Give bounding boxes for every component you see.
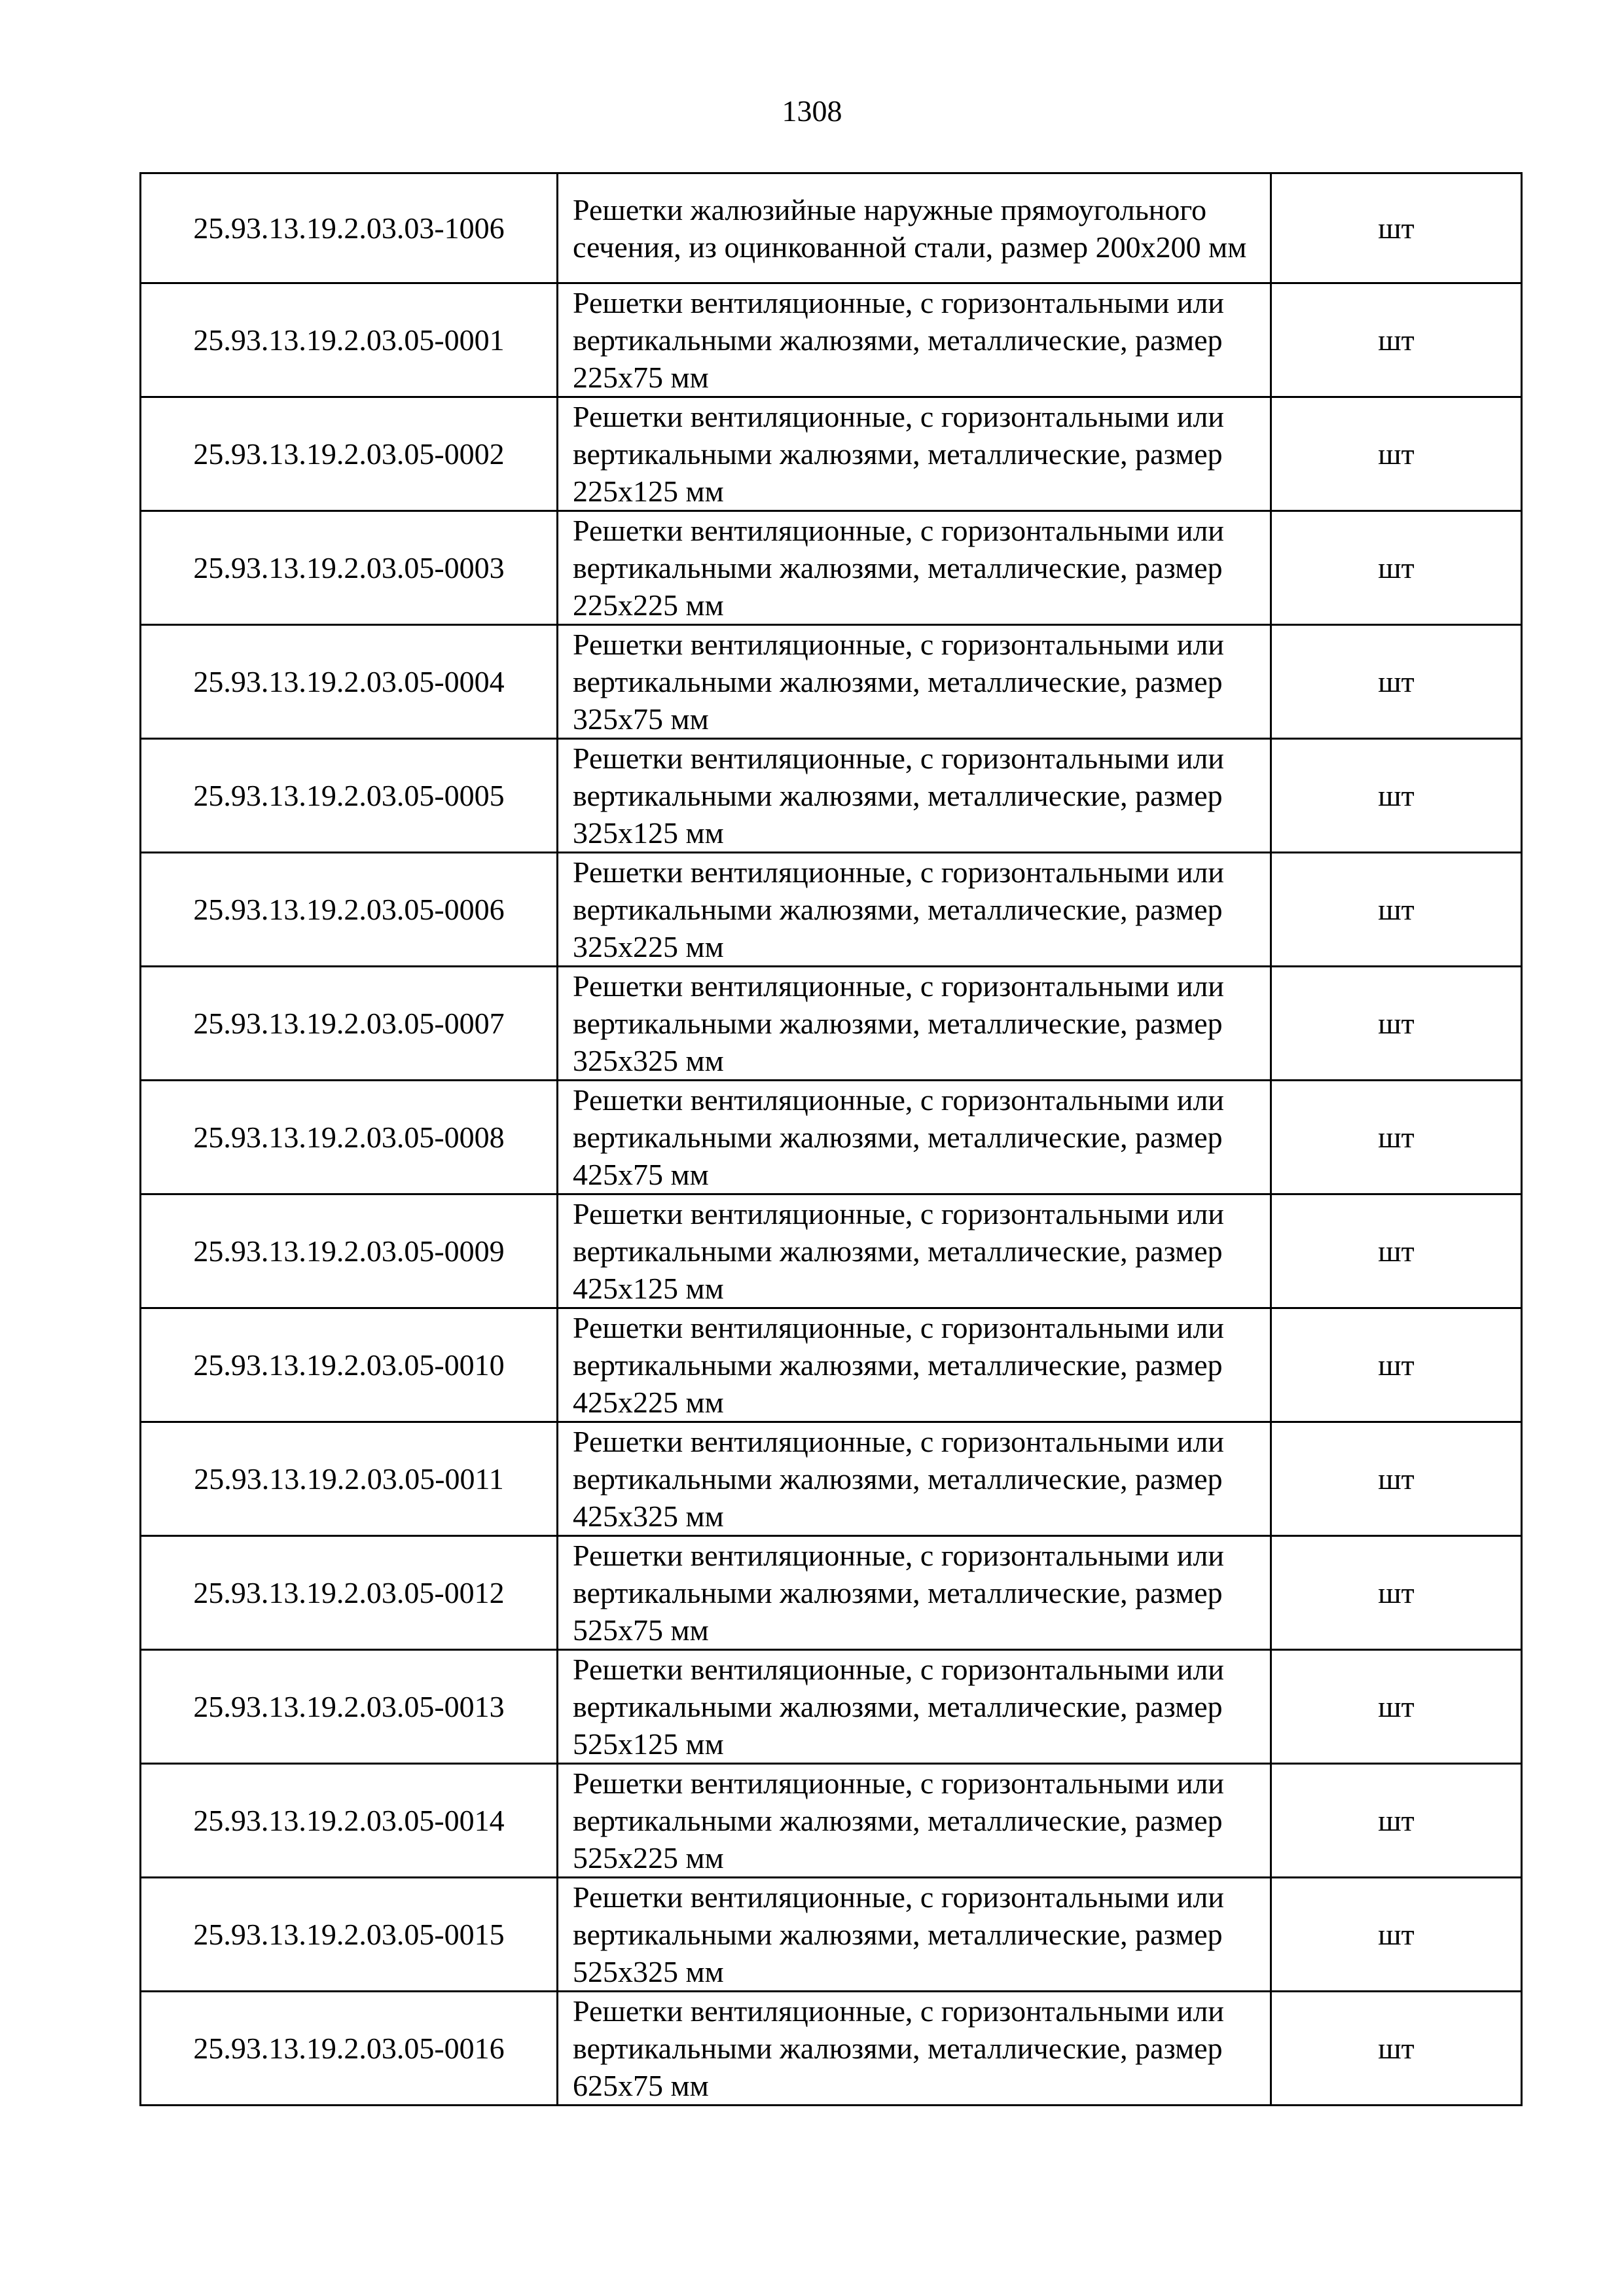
resource-description-cell: Решетки вентиляционные, с горизонтальными или вертикальными жалюзями, металлические, размер 325х125 мм [558,739,1271,853]
resource-description-cell: Решетки вентиляционные, с горизонтальными или вертикальными жалюзями, металлические, размер 225х75 мм [558,283,1271,397]
table-row [141,283,1522,397]
resource-description-cell: Решетки вентиляционные, с горизонтальными или вертикальными жалюзями, металлические, размер 425х325 мм [558,1422,1271,1536]
resource-code-cell: 25.93.13.19.2.03.05-0013 [141,1650,558,1764]
resource-code-cell: 25.93.13.19.2.03.03-1006 [141,173,558,283]
resource-code-cell: 25.93.13.19.2.03.05-0016 [141,1992,558,2106]
table-row [141,1422,1522,1536]
resource-description-cell: Решетки вентиляционные, с горизонтальными или вертикальными жалюзями, металлические, размер 325х325 мм [558,967,1271,1081]
resource-description-cell: Решетки вентиляционные, с горизонтальными или вертикальными жалюзями, металлические, размер 525х75 мм [558,1536,1271,1650]
table-row [141,1650,1522,1764]
resource-description-cell: Решетки вентиляционные, с горизонтальными или вертикальными жалюзями, металлические, размер 525х325 мм [558,1878,1271,1992]
unit-cell: шт [1271,1992,1522,2106]
resource-description-cell: Решетки жалюзийные наружные прямоугольного сечения, из оцинкованной стали, размер 200х200 мм [558,173,1271,283]
resource-description-cell: Решетки вентиляционные, с горизонтальными или вертикальными жалюзями, металлические, размер 225х125 мм [558,397,1271,511]
table-row [141,853,1522,967]
unit-cell: шт [1271,967,1522,1081]
unit-cell: шт [1271,1194,1522,1308]
unit-cell: шт [1271,739,1522,853]
resource-code-cell: 25.93.13.19.2.03.05-0012 [141,1536,558,1650]
unit-cell: шт [1271,1650,1522,1764]
resource-code-cell: 25.93.13.19.2.03.05-0015 [141,1878,558,1992]
resource-description-cell: Решетки вентиляционные, с горизонтальными или вертикальными жалюзями, металлические, размер 225х225 мм [558,511,1271,625]
unit-cell: шт [1271,1878,1522,1992]
resource-code-cell: 25.93.13.19.2.03.05-0009 [141,1194,558,1308]
table-row [141,1536,1522,1650]
resource-code-cell: 25.93.13.19.2.03.05-0005 [141,739,558,853]
resource-code-cell: 25.93.13.19.2.03.05-0001 [141,283,558,397]
resource-table [139,172,1523,2106]
unit-cell: шт [1271,1422,1522,1536]
unit-cell: шт [1271,511,1522,625]
table-body [141,173,1522,2106]
table-row [141,397,1522,511]
page-number: 1308 [782,94,842,128]
resource-description-cell: Решетки вентиляционные, с горизонтальными или вертикальными жалюзями, металлические, размер 525х125 мм [558,1650,1271,1764]
resource-description-cell: Решетки вентиляционные, с горизонтальными или вертикальными жалюзями, металлические, размер 325х75 мм [558,625,1271,739]
resource-code-cell: 25.93.13.19.2.03.05-0004 [141,625,558,739]
unit-cell: шт [1271,853,1522,967]
resource-code-cell: 25.93.13.19.2.03.05-0014 [141,1764,558,1878]
resource-description-cell: Решетки вентиляционные, с горизонтальными или вертикальными жалюзями, металлические, размер 425х75 мм [558,1081,1271,1194]
resource-code-cell: 25.93.13.19.2.03.05-0003 [141,511,558,625]
unit-cell: шт [1271,1308,1522,1422]
table-row [141,1081,1522,1194]
table-row [141,511,1522,625]
table-row [141,173,1522,283]
unit-cell: шт [1271,283,1522,397]
resource-code-cell: 25.93.13.19.2.03.05-0008 [141,1081,558,1194]
unit-cell: шт [1271,1536,1522,1650]
resource-description-cell: Решетки вентиляционные, с горизонтальными или вертикальными жалюзями, металлические, размер 325х225 мм [558,853,1271,967]
table-row [141,1764,1522,1878]
resource-code-cell: 25.93.13.19.2.03.05-0002 [141,397,558,511]
unit-cell: шт [1271,397,1522,511]
resource-code-cell: 25.93.13.19.2.03.05-0011 [141,1422,558,1536]
table-row [141,1992,1522,2106]
table-row [141,1194,1522,1308]
table-row [141,625,1522,739]
resource-description-cell: Решетки вентиляционные, с горизонтальными или вертикальными жалюзями, металлические, размер 525х225 мм [558,1764,1271,1878]
unit-cell: шт [1271,1081,1522,1194]
unit-cell: шт [1271,625,1522,739]
unit-cell: шт [1271,173,1522,283]
resource-description-cell: Решетки вентиляционные, с горизонтальными или вертикальными жалюзями, металлические, размер 625х75 мм [558,1992,1271,2106]
table-row [141,967,1522,1081]
table-row [141,1878,1522,1992]
resource-code-cell: 25.93.13.19.2.03.05-0010 [141,1308,558,1422]
resource-code-cell: 25.93.13.19.2.03.05-0007 [141,967,558,1081]
resource-description-cell: Решетки вентиляционные, с горизонтальными или вертикальными жалюзями, металлические, размер 425х225 мм [558,1308,1271,1422]
resource-code-cell: 25.93.13.19.2.03.05-0006 [141,853,558,967]
table-row [141,1308,1522,1422]
table-row [141,739,1522,853]
unit-cell: шт [1271,1764,1522,1878]
resource-description-cell: Решетки вентиляционные, с горизонтальными или вертикальными жалюзями, металлические, размер 425х125 мм [558,1194,1271,1308]
